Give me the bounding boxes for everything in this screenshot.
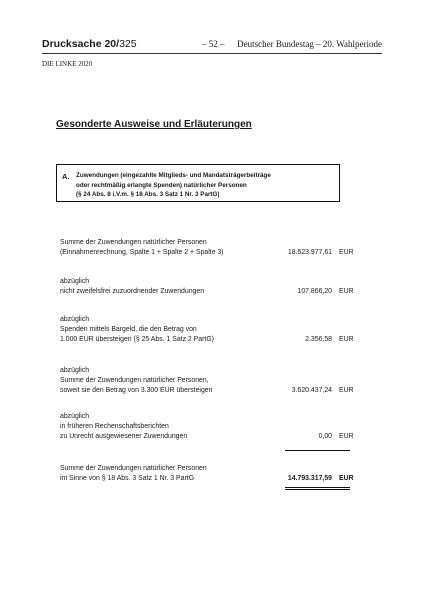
box-line: Zuwendungen (eingezahlte Mitglieds- und Mandatsträgerbeiträge [76,172,271,179]
total-label-line: im Sinne von § 18 Abs. 3 Satz 1 Nr. 3 PartG [60,475,195,482]
row-label-line: 1.000 EUR übersteigen (§ 25 Abs. 1 Satz 2 PartG) [60,336,214,343]
page-header [42,38,382,52]
party-line: DIE LINKE 2020 [42,60,93,68]
total-label-line: Summe der Zuwendungen natürlicher Personen [60,465,207,472]
row-label-line: zu Unrecht ausgewiesener Zuwendungen [60,433,188,440]
row-label-line: soweit sie den Betrag von 3.300 EUR übersteigen [60,387,213,394]
box-text [76,171,336,200]
total-amount: 14.793.317,59 [287,475,332,482]
page-number: – 52 – [202,39,225,49]
row-currency: EUR [339,249,354,256]
row-label-line: Summe der Zuwendungen natürlicher Personen, [60,377,209,384]
header-rule [42,53,382,54]
row-currency: EUR [339,387,354,394]
row-amount: 3.620.437,24 [291,387,332,394]
row-currency: EUR [339,288,354,295]
row-label-line: abzüglich [60,278,90,285]
row-label-line: in früheren Rechenschaftsberichten [60,423,169,430]
row-amount: 107.866,20 [297,288,332,295]
row-amount: 0,00 [318,433,332,440]
total-rule [285,489,350,490]
row-currency: EUR [339,433,354,440]
row-label-line: nicht zweifelsfrei zuzuordnender Zuwendungen [60,288,205,295]
row-amount: 2.356,58 [305,336,332,343]
total-currency: EUR [339,475,354,482]
row-label-line: abzüglich [60,413,90,420]
box-line: (§ 24 Abs. 8 i.V.m. § 18 Abs. 3 Satz 1 Nr. 3 PartG) [76,191,220,198]
parliament-label: Deutscher Bundestag – 20. Wahlperiode [237,39,382,49]
box-letter: A. [62,172,70,181]
section-box [56,164,340,202]
box-line: oder rechtmäßig erlangte Spenden) natürlicher Personen [76,181,247,189]
row-label-line: abzüglich [60,316,90,323]
row-label-line: Spenden mittels Bargeld, die den Betrag von [60,326,197,333]
total-rule [285,487,350,488]
row-currency: EUR [339,336,354,343]
section-title: Gesonderte Ausweise und Erläuterungen [56,119,252,130]
sum-rule [285,450,350,451]
row-amount: 18.523.977,61 [287,249,332,256]
row-label-line: (Einnahmenrechnung, Spalte 1 + Spalte 2 + Spalte 3) [60,249,224,256]
document-number: Drucksache 20/325 [42,38,137,50]
row-label-line: abzüglich [60,367,90,374]
row-label-line: Summe der Zuwendungen natürlicher Personen [60,239,207,246]
